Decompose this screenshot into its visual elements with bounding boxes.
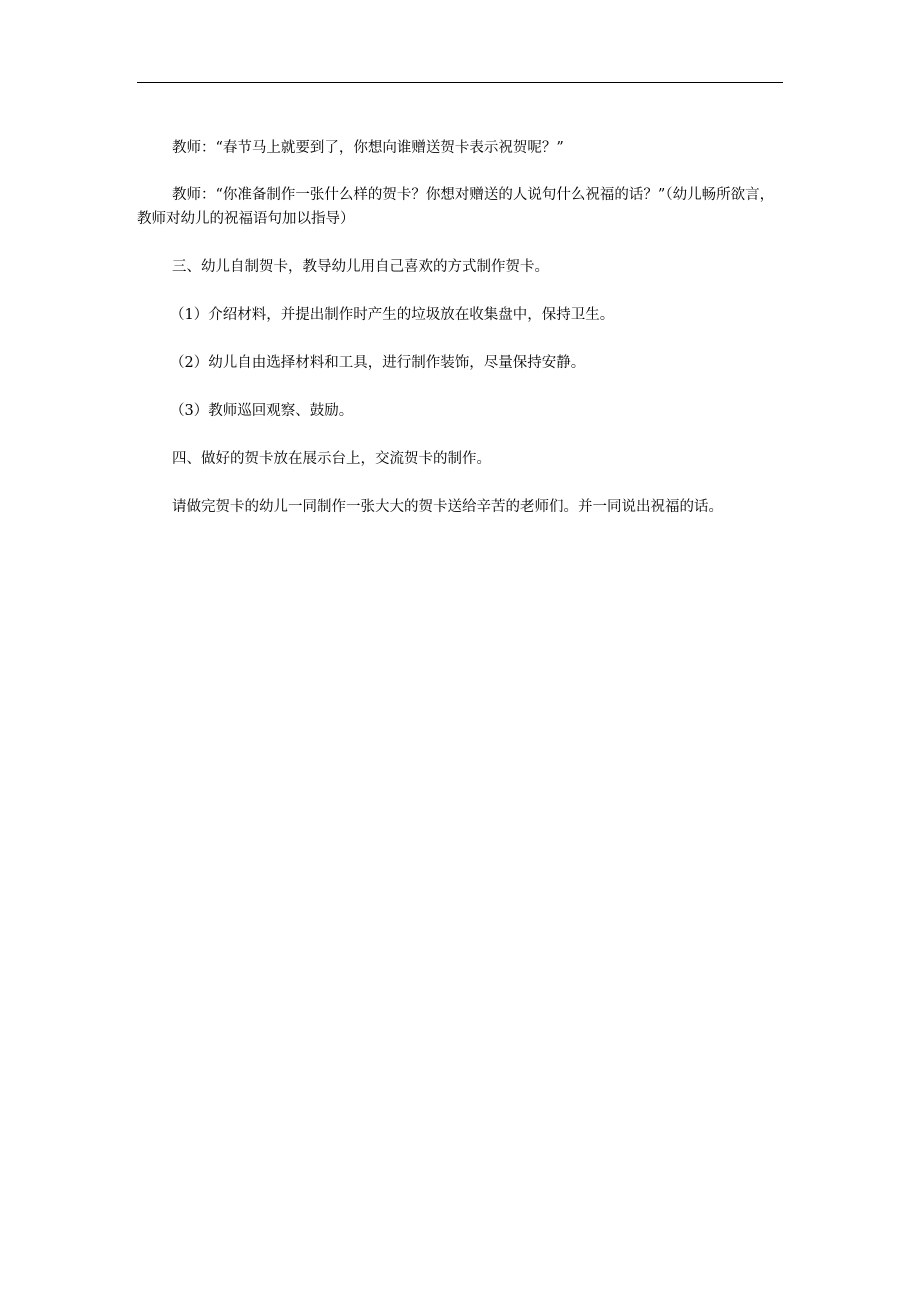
paragraph-substep-3: （3）教师巡回观察、鼓励。 (170, 403, 354, 419)
paragraph-teacher-question-1: 教师：“春节马上就要到了，你想向谁赠送贺卡表示祝贺呢？” (172, 140, 564, 156)
paragraph-substep-2: （2）幼儿自由选择材料和工具，进行制作装饰，尽量保持安静。 (170, 355, 586, 371)
paragraph-step-three: 三、幼儿自制贺卡，教导幼儿用自己喜欢的方式制作贺卡。 (172, 259, 549, 275)
document-body (137, 136, 785, 519)
paragraph-closing: 请做完贺卡的幼儿一同制作一张大大的贺卡送给辛苦的老师们。并一同说出祝福的话。 (172, 499, 723, 515)
paragraph-step-four: 四、做好的贺卡放在展示台上，交流贺卡的制作。 (172, 451, 491, 467)
paragraph-teacher-question-2: 教师：“你准备制作一张什么样的贺卡？你想对赠送的人说句什么祝福的话？”（幼儿畅所欲言，教师对幼儿的祝福语句加以指导） (137, 187, 775, 227)
paragraph-substep-1: （1）介绍材料，并提出制作时产生的垃圾放在收集盘中，保持卫生。 (170, 307, 615, 323)
header-divider (137, 82, 783, 83)
